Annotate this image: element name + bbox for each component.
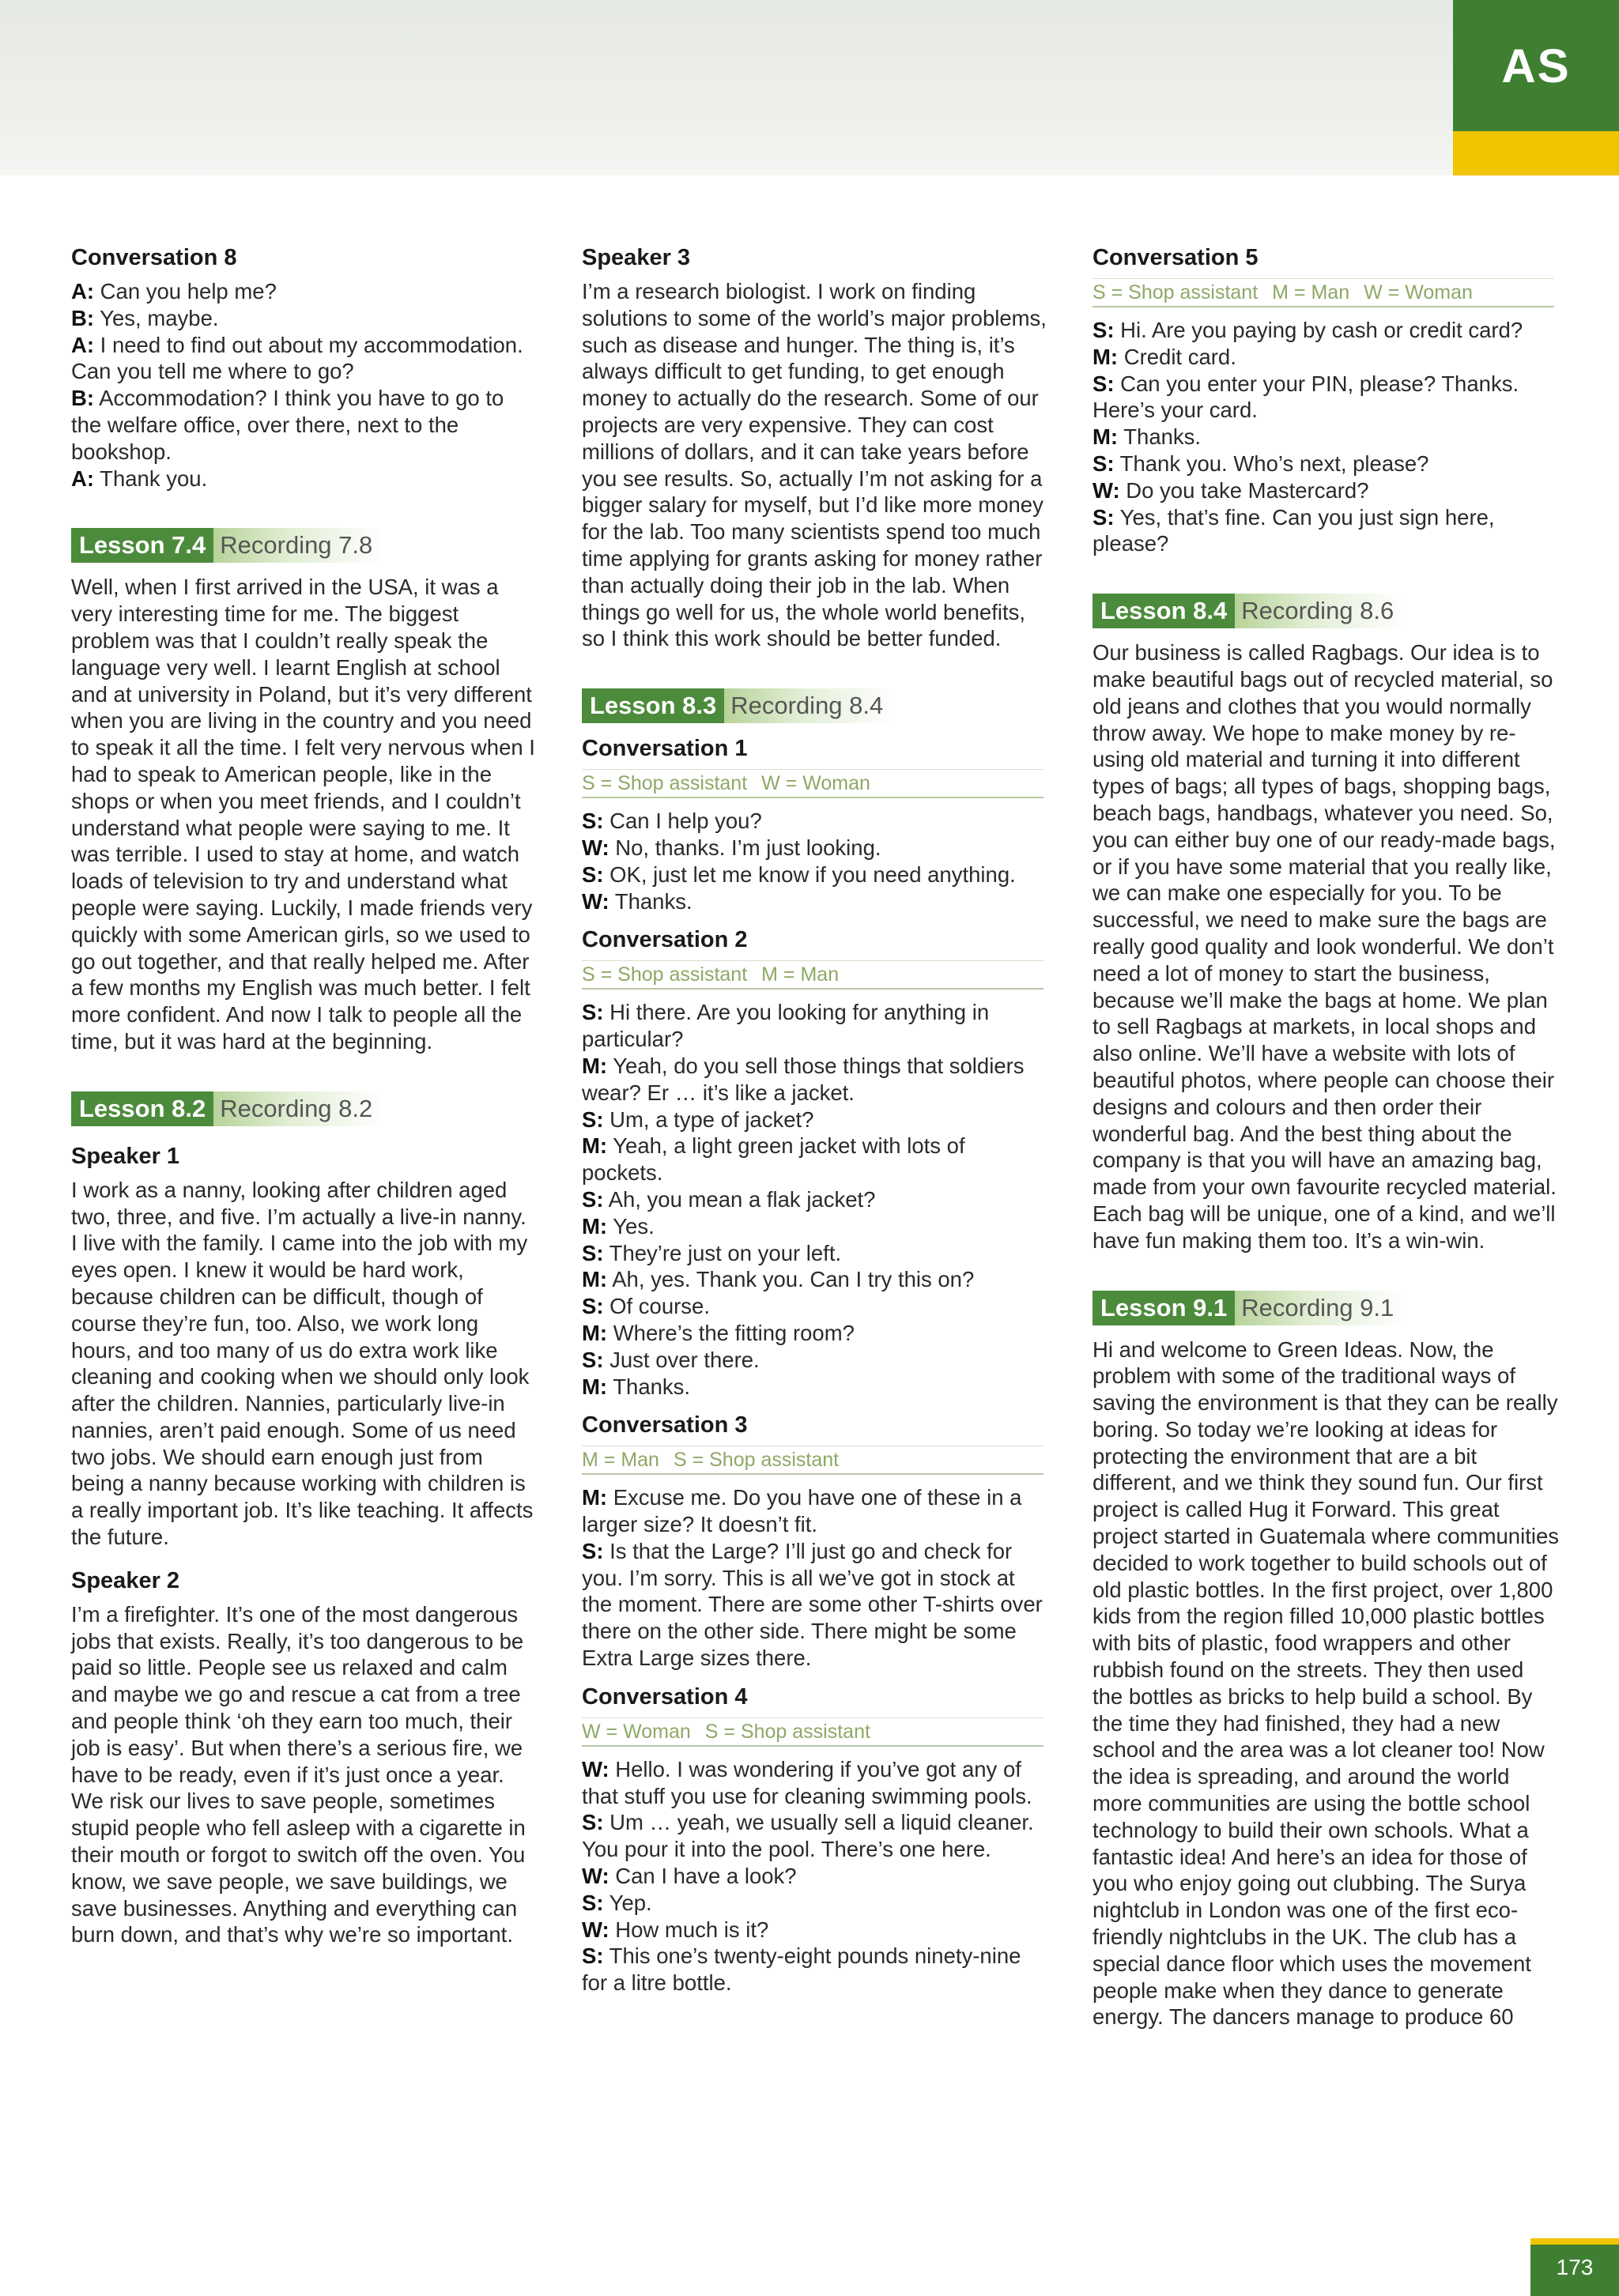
conversation-2-title: Conversation 2: [582, 927, 748, 953]
lesson-tag: Lesson 8.3: [582, 688, 724, 723]
dialogue-line: M: Where’s the fitting room?: [582, 1320, 855, 1345]
conversation-4-title: Conversation 4: [582, 1683, 748, 1710]
dialogue-line: S: Um, a type of jacket?: [582, 1107, 814, 1132]
speaker-3-text: I’m a research biologist. I work on finding solutions to some of the world’s major problems, such as disease and hunger. The thing is, it’s always difficult to get funding, to get enough money to actually do the research. Some of our projects are very expensive. They can cost millions of dollars, and it can take years before you see results. So, actually I’m not asking for a bigger salary for myself, but I’d like more money for the lab. Too many scientists spend too much time applying for grants asking for money rather than actually doing their job in the lab. When things go well for us, the whole world benefits, so I think this work should be better funded.: [582, 279, 1047, 651]
lesson-tag: Lesson 8.4: [1093, 594, 1235, 628]
conversation-3-title: Conversation 3: [582, 1412, 748, 1438]
dialogue-line: W: Thanks.: [582, 888, 693, 914]
speaker-2-title: Speaker 2: [71, 1567, 180, 1593]
column-2: [582, 243, 1048, 1996]
dialogue-line: M: Thanks.: [1093, 424, 1202, 450]
lesson-8-3-header: [582, 688, 1048, 723]
dialogue-line: S: Is that the Large? I’ll just go and check for you. I’m sorry. This is all we’ve got in stock at the moment. There are some other T-shirts over there on the other side. There might be some Extra Large sizes there.: [582, 1538, 1043, 1671]
conversation-1-title: Conversation 1: [582, 736, 748, 762]
recording-7-8-text: Well, when I first arrived in the USA, it was a very interesting time for me. The biggest problem was that I couldn’t really speak the language very well. I learnt English at school and at university in Poland, but it’s very different when you are living in the country and you need to speak it all the time. I felt very nervous when I had to speak to American people, like in the shops or when you meet friends, and I couldn’t understand what people were saying to me. It was terrible. I used to stay at home, and watch loads of television to try and understand what people were saying. Luckily, I made friends very quickly with some American girls, so we used to go out together, and that really helped me. After a few months my English was much better. I felt more confident. And now I talk to people all the time, but it was hard at the beginning.: [71, 575, 535, 1054]
dialogue-line: A: Can you help me?: [71, 279, 277, 303]
conversation-8-dialogue: [71, 278, 538, 492]
recording-9-1-text: Hi and welcome to Green Ideas. Now, the problem with some of the traditional ways of saving the environment is that they can be really boring. So today we’re looking at ideas for protecting the environment that are a bit different, and we think they sound fun. Our first project is called Hug it Forward. This great project started in Guatemala where communities decided to work together to build schools out of old plastic bottles. In the first project, over 1,800 kids from the region filled 10,000 plastic bottles with bits of plastic, food wrappers and other rubbish found on the streets. They then used the bottles as bricks to help build a school. By the time they had finished, they had a new school and the area was a lot cleaner too! Now the idea is spreading, and around the world more communities are using the bottle school technology to build their own schools. What a fantastic idea! And here’s an idea for those of you who enjoy going out clubbing. The Surya nightclub in London was one of the first eco-friendly nightclubs in the UK. The club has a special dance floor which uses the movement people make when they dance to generate energy. The dancers manage to produce 60: [1093, 1337, 1559, 2030]
speaker-1-title: Speaker 1: [71, 1143, 180, 1169]
dialogue-line: S: OK, just let me know if you need anything.: [582, 861, 1016, 887]
dialogue-line: M: Excuse me. Do you have one of these in a larger size? It doesn’t fit.: [582, 1485, 1022, 1537]
dialogue-line: W: Can I have a look?: [582, 1864, 797, 1889]
dialogue-line: S: This one’s twenty-eight pounds ninety-nine for a litre bottle.: [582, 1943, 1021, 1996]
dialogue-line: S: They’re just on your left.: [582, 1240, 842, 1265]
dialogue-line: W: Do you take Mastercard?: [1093, 477, 1369, 503]
dialogue-line: S: Hi there. Are you looking for anything in particular?: [582, 1000, 990, 1052]
dialogue-line: B: Yes, maybe.: [71, 305, 219, 330]
dialogue-line: S: Yep.: [582, 1890, 652, 1915]
dialogue-line: A: I need to find out about my accommodation. Can you tell me where to go?: [71, 332, 523, 384]
conversation-4-dialogue: [582, 1756, 1048, 1996]
page-number: 173: [1530, 2238, 1619, 2296]
speaker-key: S = Shop assistant W = Woman: [582, 769, 1043, 798]
dialogue-line: M: Yes.: [582, 1213, 655, 1238]
dialogue-line: A: Thank you.: [71, 466, 208, 491]
recording-8-6-text: Our business is called Ragbags. Our idea is to make beautiful bags out of recycled material, so old jeans and clothes that you would normally throw away. We hope to make money by re-using old material and turning it into different types of bags; all types of bags, shopping bags, beach bags, handbags, whatever you need. So, you can either buy one of our ready-made bags, or if you have some material that you really like, we can make one especially for you. To be successful, we need to make sure the bags are really good quality and look wonderful. We don’t need a lot of money to start the business, because we’ll make the bags at home. We plan to sell Ragbags at markets, in local shops and also online. We’ll have a website with lots of beautiful photos, where people can choose their designs and colours and then order their wonderful bag. And the best thing about the company is that you will have an amazing bag, made from your own favourite recycled material. Each bag will be unique, one of a kind, and we’ll have fun making them too. It’s a win-win.: [1093, 640, 1557, 1253]
conversation-5-dialogue: [1093, 317, 1559, 557]
dialogue-line: M: Yeah, a light green jacket with lots of pockets.: [582, 1133, 965, 1186]
dialogue-line: W: How much is it?: [582, 1917, 769, 1942]
conversation-2-dialogue: [582, 999, 1048, 1400]
speaker-2-text: I’m a firefighter. It’s one of the most dangerous jobs that exists. Really, it’s too dangerous to be paid so little. People see us relaxed and calm and maybe we go and rescue a cat from a tree and people think ‘oh they earn too much, their job is easy’. But when there’s a serious fire, we have to be ready, even if it’s just once a year. We risk our lives to save people, sometimes stupid people who fell asleep with a cigarette in their mouth or forgot to switch off the oven. You know, we save people, we save buildings, we save businesses. Anything and everything can burn down, and that’s why we’re so important.: [71, 1601, 526, 1947]
header-band: [0, 0, 1619, 175]
dialogue-line: S: Just over there.: [582, 1347, 760, 1372]
dialogue-line: S: Hi. Are you paying by cash or credit card?: [1093, 318, 1523, 342]
dialogue-line: W: Hello. I was wondering if you’ve got any of that stuff you use for cleaning swimming pools.: [582, 1756, 1032, 1808]
dialogue-line: S: Thank you. Who’s next, please?: [1093, 451, 1429, 476]
dialogue-line: S: Um … yeah, we usually sell a liquid cleaner. You pour it into the pool. There’s one here.: [582, 1810, 1034, 1862]
section-tab-label: AS: [1501, 39, 1571, 92]
conversation-1-dialogue: [582, 808, 1048, 914]
dialogue-line: M: Credit card.: [1093, 344, 1236, 369]
dialogue-line: S: Can you enter your PIN, please? Thanks. Here’s your card.: [1093, 371, 1519, 423]
speaker-3-title: Speaker 3: [582, 245, 691, 270]
recording-label: Recording 8.2: [213, 1091, 383, 1126]
dialogue-line: S: Can I help you?: [582, 809, 762, 834]
lesson-8-4-header: [1093, 594, 1559, 628]
conversation-5-title: Conversation 5: [1093, 245, 1259, 270]
dialogue-line: M: Yeah, do you sell those things that soldiers wear? Er … it’s like a jacket.: [582, 1053, 1025, 1105]
section-tab: [1453, 0, 1619, 175]
dialogue-line: S: Yes, that’s fine. Can you just sign here, please?: [1093, 504, 1495, 556]
dialogue-line: W: No, thanks. I’m just looking.: [582, 835, 881, 860]
lesson-tag: Lesson 7.4: [71, 528, 213, 563]
lesson-tag: Lesson 8.2: [71, 1091, 213, 1126]
lesson-8-2-header: [71, 1091, 538, 1126]
dialogue-line: M: Thanks.: [582, 1374, 691, 1399]
recording-label: Recording 8.6: [1235, 594, 1405, 628]
dialogue-line: M: Ah, yes. Thank you. Can I try this on?: [582, 1267, 975, 1292]
lesson-tag: Lesson 9.1: [1093, 1291, 1235, 1325]
column-1: [71, 243, 538, 1948]
column-3: [1093, 243, 1559, 2030]
lesson-9-1-header: [1093, 1291, 1559, 1325]
conversation-3-dialogue: [582, 1484, 1048, 1672]
speaker-key: S = Shop assistant M = Man: [582, 960, 1043, 990]
recording-label: Recording 7.8: [213, 528, 383, 563]
recording-label: Recording 9.1: [1235, 1291, 1405, 1325]
speaker-key: M = Man S = Shop assistant: [582, 1446, 1043, 1475]
dialogue-line: S: Of course.: [582, 1294, 710, 1319]
recording-label: Recording 8.4: [724, 688, 894, 723]
lesson-7-4-header: [71, 528, 538, 563]
speaker-1-text: I work as a nanny, looking after children aged two, three, and five. I’m actually a live-in nanny. I live with the family. I came into the job with my eyes open. I knew it would be hard work, because children can be difficult, though of course they’re fun, too. Also, we work long hours, and too many of us do extra work like cleaning and cooking when we should only look after the children. Nannies, particularly live-in nannies, aren’t paid enough. Some of us need two jobs. We should earn enough just from being a nanny because working with children is a really important job. It’s like teaching. It affects the future.: [71, 1177, 534, 1550]
dialogue-line: S: Ah, you mean a flak jacket?: [582, 1186, 876, 1212]
speaker-key: W = Woman S = Shop assistant: [582, 1717, 1043, 1747]
conversation-8-title: Conversation 8: [71, 245, 237, 270]
dialogue-line: B: Accommodation? I think you have to go to the welfare office, over there, next to the bookshop.: [71, 386, 504, 464]
speaker-key: S = Shop assistant M = Man W = Woman: [1093, 278, 1554, 307]
